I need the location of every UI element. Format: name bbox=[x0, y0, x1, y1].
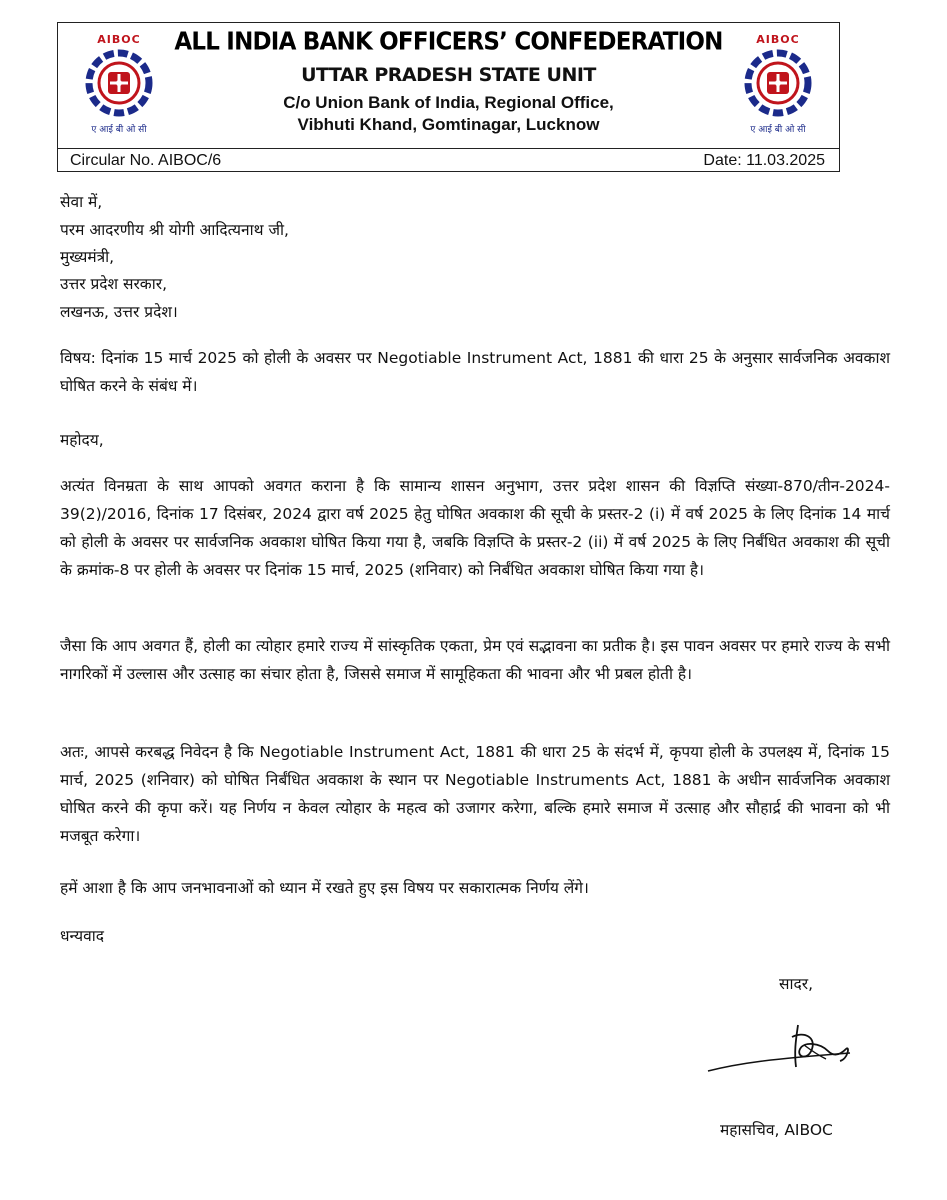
recipient-line: लखनऊ, उत्तर प्रदेश। bbox=[60, 303, 178, 321]
signatory: महासचिव, AIBOC bbox=[720, 1121, 833, 1139]
thanks: धन्यवाद bbox=[60, 927, 104, 945]
logo-hindi-text: ए आई बी ओ सी bbox=[91, 125, 147, 135]
recipient-line: परम आदरणीय श्री योगी आदित्यनाथ जी, bbox=[60, 221, 289, 239]
logo-hindi-text: ए आई बी ओ सी bbox=[750, 125, 806, 135]
aiboc-emblem-icon bbox=[743, 46, 813, 120]
org-title: ALL INDIA BANK OFFICERS’ CONFEDERATION bbox=[174, 27, 723, 57]
recipient-line: सेवा में, bbox=[60, 193, 103, 211]
paragraph-2: जैसा कि आप अवगत हैं, होली का त्योहार हमारे राज्य में सांस्कृतिक एकता, प्रेम एवं सद्भावना का प्रतीक है। इस पावन अवसर पर हमारे राज्य के सभी नागरिकों में उल्लास और उत्साह का संचार होता है, जिससे समाज में सामूहिकता की भावना और भी प्रबल होती है। bbox=[60, 637, 890, 683]
logo-brand-text: AIBOC bbox=[756, 33, 800, 46]
recipient-line: उत्तर प्रदेश सरकार, bbox=[60, 275, 167, 293]
letterhead-top bbox=[58, 23, 839, 148]
header-divider bbox=[58, 148, 839, 149]
aiboc-logo-right bbox=[739, 33, 817, 135]
recipient-line: मुख्यमंत्री, bbox=[60, 248, 115, 266]
circular-number: Circular No. AIBOC/6 bbox=[70, 152, 222, 169]
subject: विषय: दिनांक 15 मार्च 2025 को होली के अवसर पर Negotiable Instrument Act, 1881 की धारा 25 के अनुसार सार्वजनिक अवकाश घोषित करने के संबंध में। bbox=[60, 349, 890, 395]
signature-icon bbox=[700, 1015, 860, 1095]
paragraph-3: अतः, आपसे करबद्ध निवेदन है कि Negotiable Instrument Act, 1881 की धारा 25 के संदर्भ में, कृपया होली के उपलक्ष्य में, दिनांक 15 मार्च, 2025 (शनिवार) को घोषित निर्बंधित अवकाश के स्थान पर Negotiable Instruments Act, 1881 के अधीन सार्वजनिक अवकाश घोषित करने की कृपा करें। यह निर्णय न केवल त्योहार के महत्व को उजागर करेगा, बल्कि हमारे समाज में उत्साह और सौहार्द्र की भावना को भी मजबूत करेगा। bbox=[60, 743, 890, 845]
hope-line: हमें आशा है कि आप जनभावनाओं को ध्यान में रखते हुए इस विषय पर सकारात्मक निर्णय लेंगे। bbox=[60, 879, 589, 897]
org-address-line1: C/o Union Bank of India, Regional Office, bbox=[283, 93, 614, 112]
closing: सादर, bbox=[779, 975, 813, 993]
org-unit: UTTAR PRADESH STATE UNIT bbox=[301, 64, 596, 86]
org-address-line2: Vibhuti Khand, Gomtinagar, Lucknow bbox=[297, 115, 600, 134]
logo-brand-text: AIBOC bbox=[97, 33, 141, 46]
salutation: महोदय, bbox=[60, 431, 104, 449]
letterhead bbox=[57, 22, 840, 172]
circular-date: Date: 11.03.2025 bbox=[703, 152, 825, 169]
paragraph-1: अत्यंत विनम्रता के साथ आपको अवगत कराना है कि सामान्य शासन अनुभाग, उत्तर प्रदेश शासन की विज्ञप्ति संख्या-870/तीन-2024-39(2)/2016, दिनांक 17 दिसंबर, 2024 द्वारा वर्ष 2025 हेतु घोषित अवकाश की सूची के प्रस्तर-2 (i) में वर्ष 2025 के लिए दिनांक 14 मार्च को होली के अवसर पर सार्वजनिक अवकाश घोषित किया गया है, जबकि विज्ञप्ति के प्रस्तर-2 (ii) में वर्ष 2025 के लिए निर्बंधित अवकाश की सूची के क्रमांक-8 पर होली के अवसर पर दिनांक 15 मार्च, 2025 (शनिवार) को निर्बंधित अवकाश घोषित किया गया है। bbox=[60, 477, 890, 579]
